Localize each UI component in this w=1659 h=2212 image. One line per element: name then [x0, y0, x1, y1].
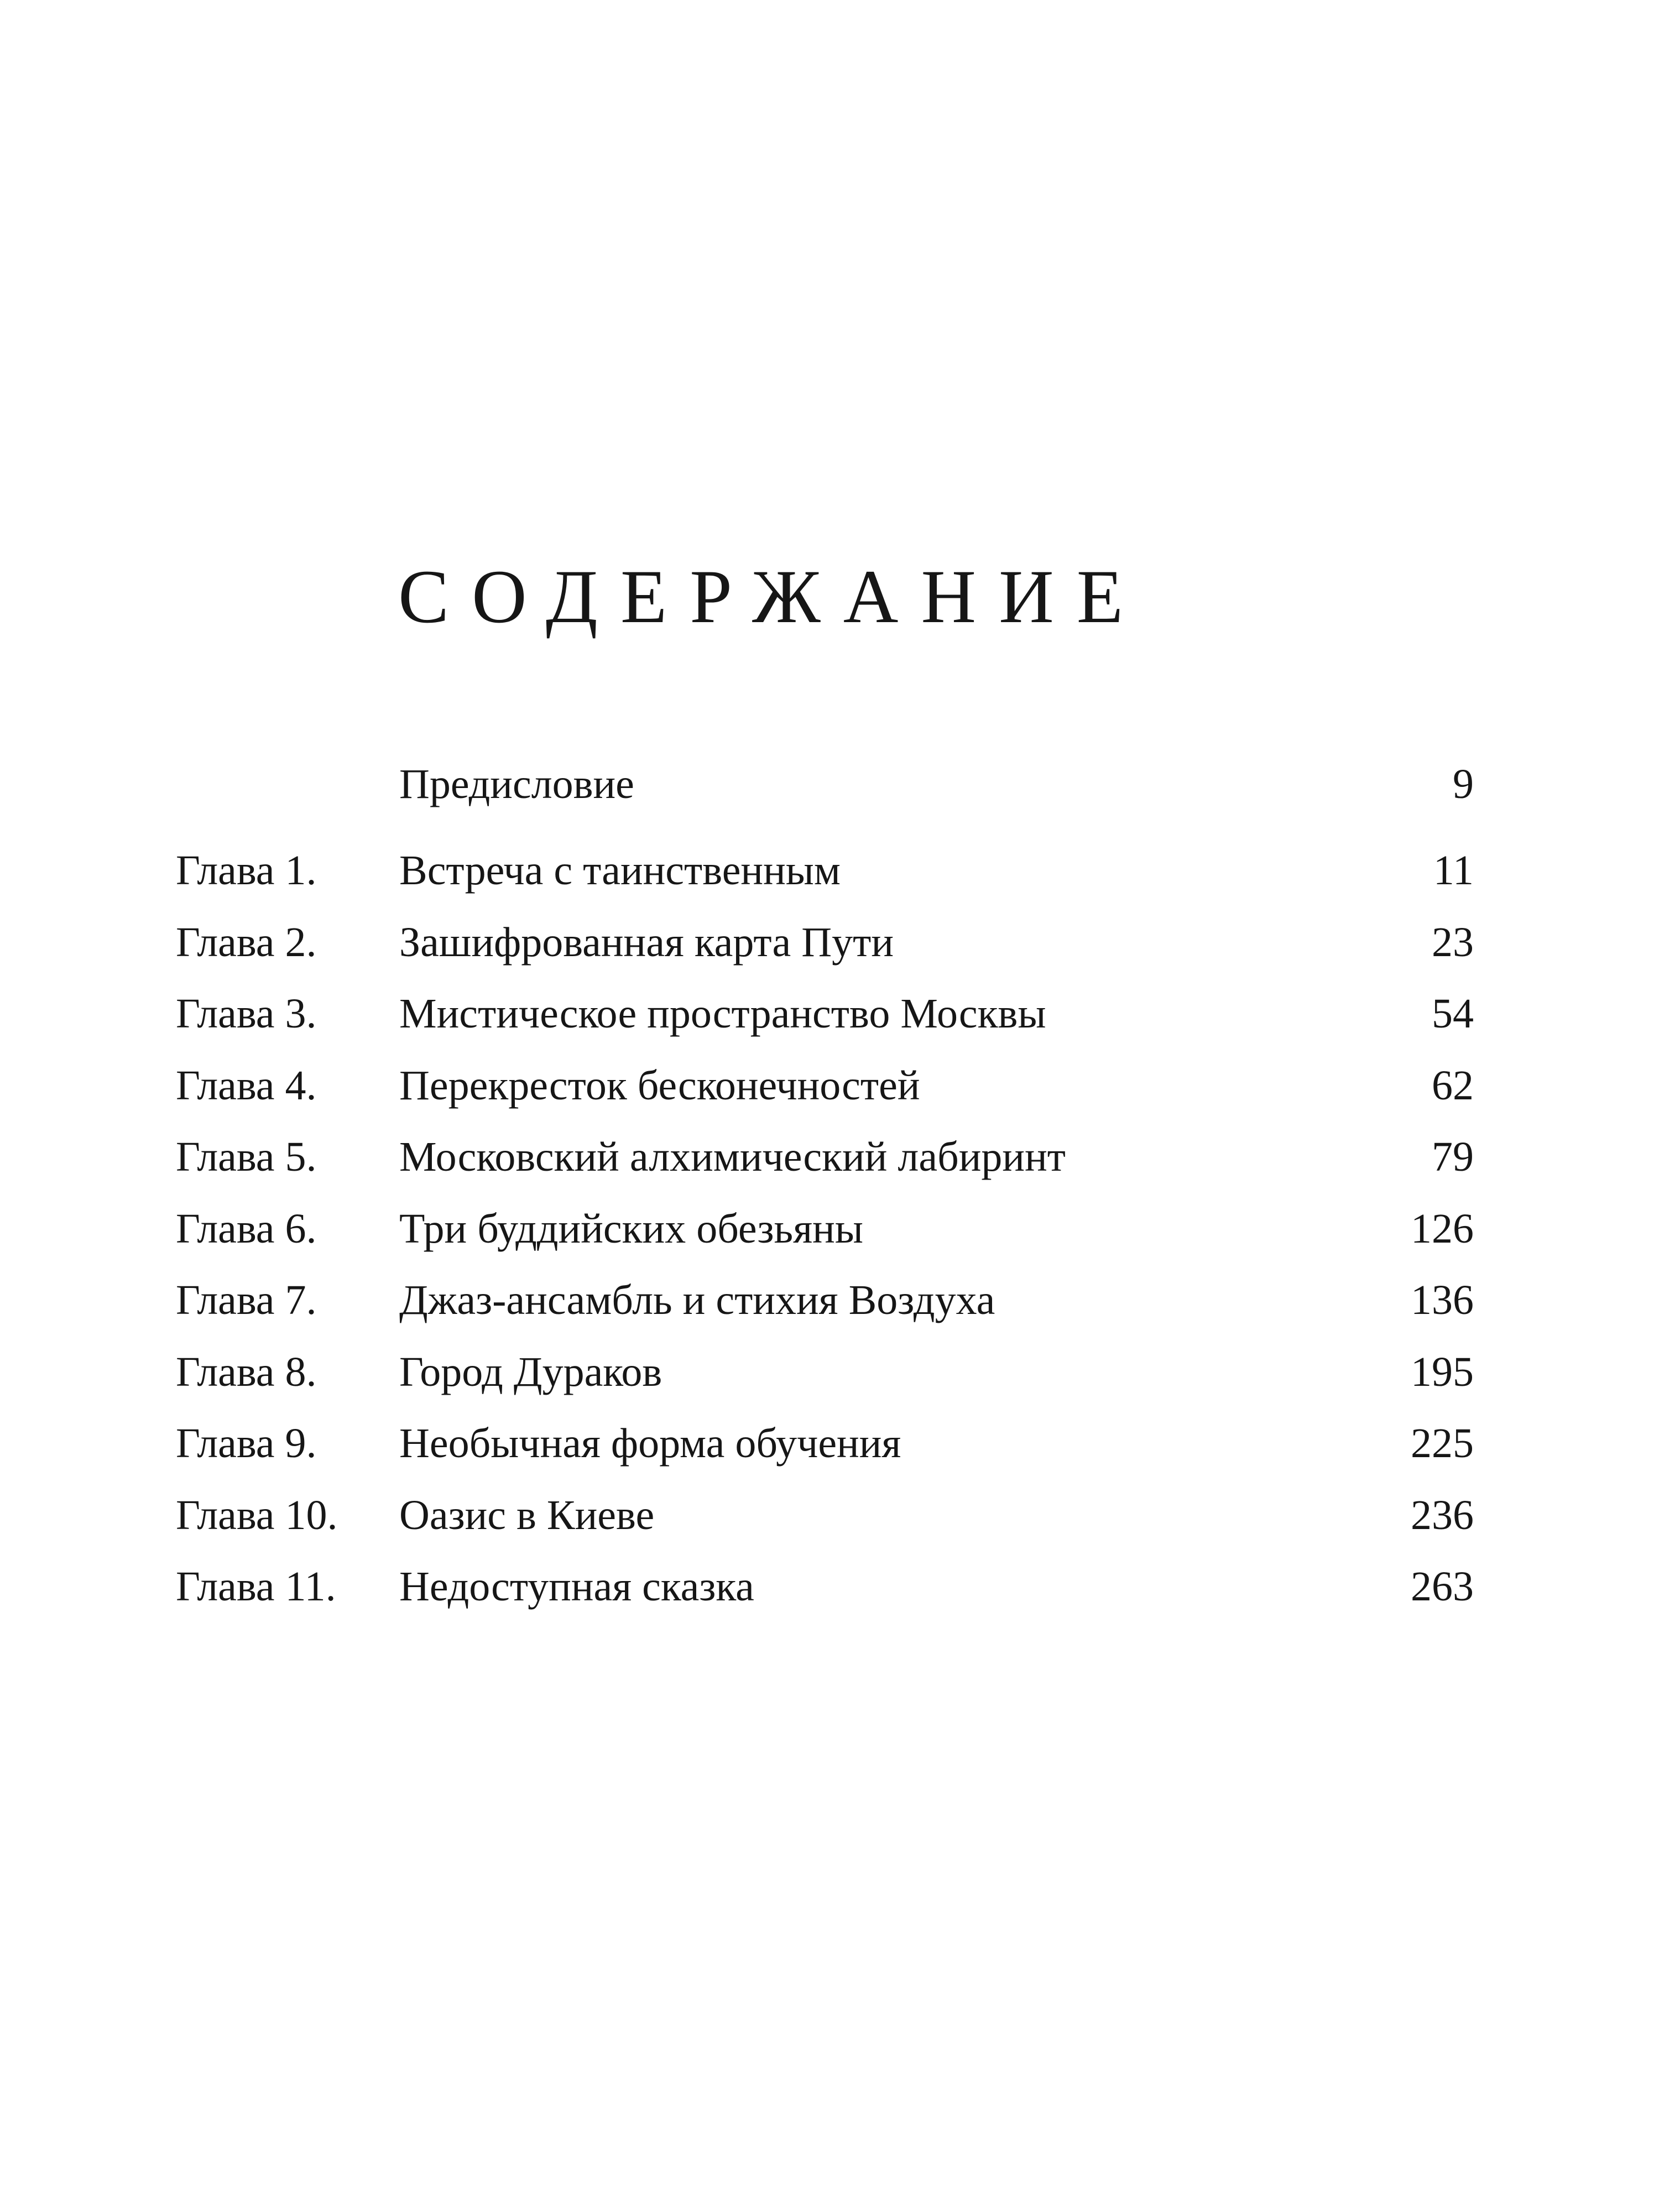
toc-entry — [0, 1205, 1659, 1280]
toc-entry-title: Перекресток бесконечностей — [399, 1062, 920, 1109]
toc-page-number: 236 — [1411, 1491, 1474, 1538]
toc-entry-title: Предисловие — [399, 761, 634, 807]
toc-page-number: 79 — [1432, 1134, 1474, 1180]
toc-entry — [0, 1422, 1659, 1494]
toc-page-number: 9 — [1453, 761, 1474, 807]
toc-entry — [0, 1491, 1659, 1566]
toc-entry-title: Зашифрованная карта Пути — [399, 919, 894, 966]
toc-entry — [0, 849, 1659, 921]
toc-chapter-number: Глава 4. — [176, 1062, 317, 1109]
toc-page-number: 195 — [1411, 1348, 1474, 1395]
toc-page-number: 126 — [1411, 1205, 1474, 1252]
toc-chapter-number: Глава 2. — [176, 919, 317, 966]
toc-entry — [0, 763, 1659, 849]
toc-entry — [0, 1136, 1659, 1208]
toc-chapter-number: Глава 5. — [176, 1134, 317, 1180]
toc-page-number: 263 — [1411, 1563, 1474, 1610]
toc-entry — [0, 921, 1659, 993]
page-title: СОДЕРЖАНИЕ — [398, 554, 1146, 639]
toc-entry-title: Мистическое пространство Москвы — [399, 990, 1046, 1037]
toc-entry-title: Город Дураков — [399, 1348, 662, 1395]
toc-entry — [0, 1279, 1659, 1351]
toc-entry-title: Недоступная сказка — [399, 1563, 754, 1610]
toc-entry — [0, 1563, 1659, 1637]
toc-entry — [0, 1062, 1659, 1136]
toc-page-number: 54 — [1432, 990, 1474, 1037]
toc-entry-title: Московский алхимический лабиринт — [399, 1134, 1066, 1180]
toc-page-number: 225 — [1411, 1420, 1474, 1467]
toc-entry-title: Джаз-ансамбль и стихия Воздуха — [399, 1277, 995, 1323]
toc-chapter-number: Глава 1. — [176, 847, 317, 894]
toc-chapter-number: Глава 7. — [176, 1277, 317, 1323]
toc-chapter-number: Глава 11. — [176, 1563, 336, 1610]
toc-entry-title: Оазис в Киеве — [399, 1491, 655, 1538]
toc-entry — [0, 1348, 1659, 1423]
table-of-contents — [0, 763, 1659, 1637]
toc-entry — [0, 990, 1659, 1065]
toc-chapter-number: Глава 3. — [176, 990, 317, 1037]
toc-page-number: 11 — [1433, 847, 1474, 894]
toc-entry-title: Необычная форма обучения — [399, 1420, 901, 1467]
toc-entry-title: Три буддийских обезьяны — [399, 1205, 863, 1252]
toc-chapter-number: Глава 9. — [176, 1420, 317, 1467]
toc-chapter-number: Глава 8. — [176, 1348, 317, 1395]
toc-page-number: 136 — [1411, 1277, 1474, 1323]
toc-entry-title: Встреча с таинственным — [399, 847, 841, 894]
toc-page-number: 62 — [1432, 1062, 1474, 1109]
toc-chapter-number: Глава 6. — [176, 1205, 317, 1252]
toc-chapter-number: Глава 10. — [176, 1491, 338, 1538]
toc-page-number: 23 — [1432, 919, 1474, 966]
